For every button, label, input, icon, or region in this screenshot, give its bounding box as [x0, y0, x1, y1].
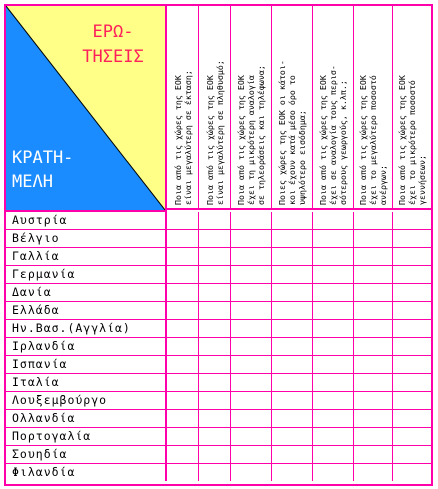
answer-cell[interactable] [354, 212, 393, 229]
country-label: Ολλανδία [6, 410, 167, 427]
answer-cell[interactable] [354, 230, 393, 247]
country-label: Αυστρία [6, 212, 167, 229]
question-text: Ποια από τις χώρες της ΕΟΚ έχει το μικρότερο ποσοστό γεννήσεων; [397, 75, 427, 205]
answer-cell[interactable] [199, 464, 231, 481]
answer-cell[interactable] [231, 320, 272, 337]
question-text: Ποια από τις χώρες της ΕΟΚ έχει σε αναλογία τους περισ- σότερους γεωργούς, κ.λπ.; [318, 65, 348, 205]
answer-cell[interactable] [272, 230, 313, 247]
answer-cell[interactable] [393, 230, 431, 247]
question-text: Ποια από τις χώρες της ΕΟΚ είναι μεγαλύτερη σε πληθυσμό; [204, 60, 225, 205]
question-header-4 [272, 6, 313, 210]
answer-cell[interactable] [231, 374, 272, 391]
answer-cell[interactable] [393, 428, 431, 445]
country-label: Σουηδία [6, 446, 167, 463]
table-row [6, 212, 431, 230]
table-row [6, 410, 431, 428]
answer-cell[interactable] [313, 392, 354, 409]
answer-cell[interactable] [393, 356, 431, 373]
question-text: Ποιες χώρες της ΕΟΚ οι κάτοι- κοι έχουν κατά μέσο όρο το υψηλότερο εισόδημα; [277, 60, 307, 205]
questions-label: ΕΡΩ- ΤΗΣΕΙΣ [82, 22, 144, 67]
answer-cell[interactable] [167, 374, 199, 391]
country-label: Λουξεμβούργο [6, 392, 167, 409]
table-row [6, 356, 431, 374]
answer-cell[interactable] [313, 356, 354, 373]
answer-cell[interactable] [231, 338, 272, 355]
answer-cell[interactable] [354, 302, 393, 319]
question-header-3 [231, 6, 272, 210]
answer-cell[interactable] [167, 266, 199, 283]
answer-cell[interactable] [272, 410, 313, 427]
answer-cell[interactable] [231, 392, 272, 409]
answer-cell[interactable] [354, 392, 393, 409]
answer-cell[interactable] [199, 392, 231, 409]
answer-cell[interactable] [167, 356, 199, 373]
answer-cell[interactable] [231, 302, 272, 319]
answer-cell[interactable] [199, 356, 231, 373]
answer-cell[interactable] [199, 212, 231, 229]
answer-cell[interactable] [199, 446, 231, 463]
question-header-2 [199, 6, 231, 210]
answer-cell[interactable] [167, 410, 199, 427]
country-label: Ιρλανδία [6, 338, 167, 355]
country-label: Φιλανδία [6, 464, 167, 481]
answer-cell[interactable] [313, 320, 354, 337]
table-row [6, 302, 431, 320]
answer-cell[interactable] [199, 248, 231, 265]
answer-cell[interactable] [231, 248, 272, 265]
answer-cell[interactable] [354, 410, 393, 427]
answer-cell[interactable] [354, 320, 393, 337]
answer-cell[interactable] [313, 230, 354, 247]
answer-cell[interactable] [313, 410, 354, 427]
answer-cell[interactable] [199, 266, 231, 283]
answer-cell[interactable] [272, 284, 313, 301]
answer-cell[interactable] [231, 230, 272, 247]
country-label: Ην.Βασ.(Αγγλία) [6, 320, 167, 337]
answer-cell[interactable] [199, 374, 231, 391]
answer-cell[interactable] [272, 392, 313, 409]
answer-cell[interactable] [199, 428, 231, 445]
table-row [6, 230, 431, 248]
answer-cell[interactable] [354, 356, 393, 373]
answer-cell[interactable] [231, 464, 272, 481]
answer-cell[interactable] [167, 230, 199, 247]
answer-cell[interactable] [231, 212, 272, 229]
answer-cell[interactable] [167, 320, 199, 337]
answer-cell[interactable] [272, 248, 313, 265]
answer-cell[interactable] [354, 248, 393, 265]
answer-cell[interactable] [393, 212, 431, 229]
answer-cell[interactable] [272, 356, 313, 373]
answer-cell[interactable] [313, 464, 354, 481]
table-row [6, 392, 431, 410]
answer-cell[interactable] [354, 428, 393, 445]
answer-cell[interactable] [313, 284, 354, 301]
answer-cell[interactable] [393, 410, 431, 427]
question-header-1 [167, 6, 199, 210]
members-label: ΚΡΑΤΗ- ΜΕΛΗ [12, 148, 74, 192]
answer-cell[interactable] [393, 284, 431, 301]
answer-cell[interactable] [313, 248, 354, 265]
answer-cell[interactable] [199, 320, 231, 337]
answer-cell[interactable] [393, 464, 431, 481]
table-row [6, 428, 431, 446]
answer-cell[interactable] [393, 266, 431, 283]
question-text: Ποια από τις χώρες της ΕΟΚ έχει τη μικρότερη αναλογία σε τηλεοράσεις και τηλέφωνα; [236, 65, 266, 205]
country-label: Πορτογαλία [6, 428, 167, 445]
answer-cell[interactable] [272, 446, 313, 463]
header-corner-cell [6, 6, 167, 212]
answer-cell[interactable] [313, 446, 354, 463]
answer-cell[interactable] [167, 428, 199, 445]
answer-cell[interactable] [354, 446, 393, 463]
country-label: Γαλλία [6, 248, 167, 265]
answer-cell[interactable] [167, 302, 199, 319]
table-row [6, 446, 431, 464]
answer-cell[interactable] [313, 374, 354, 391]
answer-cell[interactable] [231, 428, 272, 445]
answer-cell[interactable] [167, 464, 199, 481]
answer-cell[interactable] [272, 338, 313, 355]
question-text: Ποια από τις χώρες της ΕΟΚ έχει το μεγαλύτερο ποσοστό ανέργων; [358, 75, 388, 205]
answer-cell[interactable] [231, 266, 272, 283]
answer-cell[interactable] [354, 464, 393, 481]
answer-cell[interactable] [167, 212, 199, 229]
question-header-5 [313, 6, 354, 210]
answer-cell[interactable] [167, 338, 199, 355]
answer-cell[interactable] [272, 302, 313, 319]
questionnaire-table [4, 4, 433, 486]
answer-cell[interactable] [272, 428, 313, 445]
answer-cell[interactable] [167, 284, 199, 301]
answer-cell[interactable] [272, 266, 313, 283]
answer-cell[interactable] [199, 410, 231, 427]
answer-cell[interactable] [167, 446, 199, 463]
answer-cell[interactable] [313, 266, 354, 283]
country-label: Γερμανία [6, 266, 167, 283]
country-label: Ελλάδα [6, 302, 167, 319]
table-row [6, 284, 431, 302]
answer-cell[interactable] [199, 302, 231, 319]
answer-cell[interactable] [272, 374, 313, 391]
table-row [6, 320, 431, 338]
table-row [6, 338, 431, 356]
answer-cell[interactable] [272, 464, 313, 481]
table-row [6, 464, 431, 482]
answer-cell[interactable] [231, 356, 272, 373]
question-text: Ποια από τις χώρες της ΕΟΚ είναι μεγαλύτερη σε έκταση; [172, 70, 193, 205]
answer-cell[interactable] [393, 302, 431, 319]
country-label: Ισπανία [6, 356, 167, 373]
answer-cell[interactable] [393, 374, 431, 391]
country-label: Ιταλία [6, 374, 167, 391]
answer-cell[interactable] [393, 248, 431, 265]
answer-cell[interactable] [272, 212, 313, 229]
answer-cell[interactable] [393, 446, 431, 463]
question-header-6 [354, 6, 393, 210]
answer-cell[interactable] [272, 320, 313, 337]
answer-cell[interactable] [313, 302, 354, 319]
answer-cell[interactable] [354, 266, 393, 283]
answer-cell[interactable] [167, 392, 199, 409]
answer-cell[interactable] [199, 230, 231, 247]
answer-cell[interactable] [393, 338, 431, 355]
table-row [6, 248, 431, 266]
answer-cell[interactable] [231, 446, 272, 463]
country-label: Βέλγιο [6, 230, 167, 247]
answer-cell[interactable] [354, 338, 393, 355]
table-row [6, 374, 431, 392]
answer-cell[interactable] [393, 320, 431, 337]
answer-cell[interactable] [313, 212, 354, 229]
answer-cell[interactable] [313, 428, 354, 445]
answer-cell[interactable] [199, 284, 231, 301]
answer-cell[interactable] [199, 338, 231, 355]
answer-cell[interactable] [313, 338, 354, 355]
country-label: Δανία [6, 284, 167, 301]
answer-cell[interactable] [354, 374, 393, 391]
answer-cell[interactable] [167, 248, 199, 265]
answer-cell[interactable] [231, 410, 272, 427]
question-header-7 [393, 6, 431, 210]
table-row [6, 266, 431, 284]
answer-cell[interactable] [231, 284, 272, 301]
answer-cell[interactable] [393, 392, 431, 409]
answer-cell[interactable] [354, 284, 393, 301]
